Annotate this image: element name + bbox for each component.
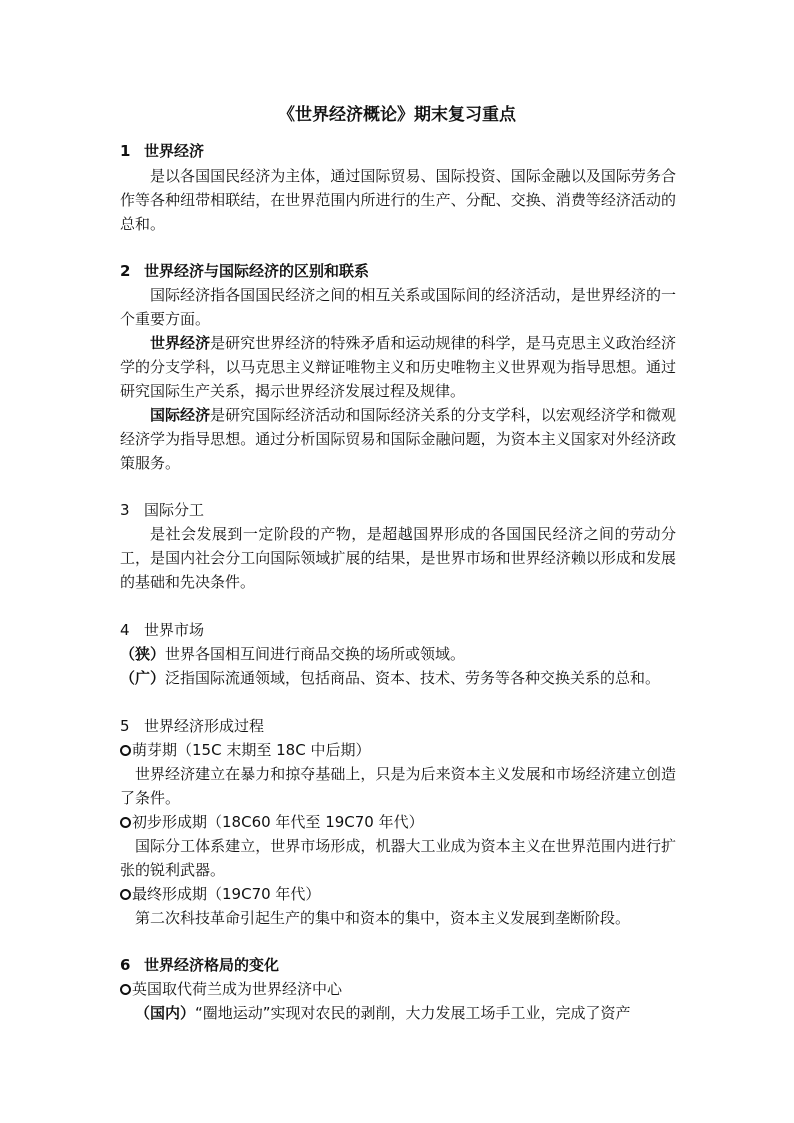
stage-period: （19C70 年代） bbox=[207, 885, 321, 903]
section-2-paragraph-1: 国际经济指各国国民经济之间的相互关系或国际间的经济活动，是世界经济的一个重要方面。 bbox=[120, 286, 676, 328]
market-broad-definition bbox=[120, 666, 660, 690]
section-number: 6 bbox=[120, 956, 131, 974]
stage-name: 初步形成期 bbox=[132, 813, 208, 831]
circle-bullet-icon bbox=[120, 745, 131, 756]
narrow-text: 世界各国相互间进行商品交换的场所或领域。 bbox=[165, 645, 466, 663]
circle-bullet-icon bbox=[120, 817, 131, 828]
section-title: 世界市场 bbox=[144, 621, 205, 639]
section-2-heading bbox=[120, 259, 369, 283]
document-title: 《世界经济概论》期末复习重点 bbox=[278, 105, 516, 125]
section-5-heading bbox=[120, 714, 264, 738]
section-3-paragraph: 是社会发展到一定阶段的产物，是超越国界形成的各国国民经济之间的劳动分工，是国内社会分工向国际领域扩展的结果，是世界市场和世界经济赖以形成和发展的基础和先决条件。 bbox=[120, 525, 676, 591]
term-international-economy: 国际经济 bbox=[150, 406, 211, 424]
broad-label: （广） bbox=[120, 669, 166, 687]
section-number: 2 bbox=[120, 262, 131, 280]
section-4-heading bbox=[120, 618, 204, 642]
section-6-heading bbox=[120, 953, 279, 977]
stage-2-title bbox=[120, 810, 424, 834]
domestic-label: （国内） bbox=[135, 1004, 196, 1022]
paragraph-text: 是研究世界经济的特殊矛盾和运动规律的科学，是马克思主义政治经济学的分支学科，以马克思主义辩证唯物主义和历史唯物主义世界观为指导思想。通过研究国际生产关系，揭示世界经济发展过程及规律。 bbox=[120, 334, 676, 400]
section-number: 1 bbox=[120, 142, 131, 160]
section-1-heading bbox=[120, 139, 204, 163]
section-title: 世界经济 bbox=[144, 142, 205, 160]
stage-3-description: 第二次科技革命引起生产的集中和资本的集中，资本主义发展到垄断阶段。 bbox=[135, 909, 631, 927]
term-world-economy: 世界经济 bbox=[150, 334, 211, 352]
stage-1-title bbox=[120, 738, 370, 762]
section-2-paragraph-3 bbox=[120, 403, 676, 475]
section-title: 国际分工 bbox=[144, 501, 205, 519]
stage-2-description: 国际分工体系建立，世界市场形成，机器大工业成为资本主义在世界范围内进行扩张的锐利武器。 bbox=[120, 837, 676, 879]
stage-3-title bbox=[120, 882, 320, 906]
section-3-heading bbox=[120, 498, 204, 522]
market-narrow-definition bbox=[120, 642, 465, 666]
stage-name: 萌芽期 bbox=[132, 741, 178, 759]
circle-bullet-icon bbox=[120, 984, 131, 995]
stage-1-description: 世界经济建立在暴力和掠夺基础上，只是为后来资本主义发展和市场经济建立创造了条件。 bbox=[120, 765, 676, 807]
section-title: 世界经济格局的变化 bbox=[144, 956, 280, 974]
detail-text: “圈地运动”实现对农民的剥削，大力发展工场手工业，完成了资产 bbox=[195, 1004, 631, 1022]
section-6-item-1-detail bbox=[135, 1001, 631, 1025]
circle-bullet-icon bbox=[120, 889, 131, 900]
section-number: 5 bbox=[120, 717, 130, 735]
section-6-item-1 bbox=[120, 977, 342, 1001]
paragraph-text: 是研究国际经济活动和国际经济关系的分支学科，以宏观经济学和微观经济学为指导思想。通过分析国际贸易和国际金融问题，为资本主义国家对外经济政策服务。 bbox=[120, 406, 676, 472]
section-number: 4 bbox=[120, 621, 130, 639]
narrow-label: （狭） bbox=[120, 645, 166, 663]
stage-period: （15C 末期至 18C 中后期） bbox=[177, 741, 371, 759]
section-1-paragraph: 是以各国国民经济为主体，通过国际贸易、国际投资、国际金融以及国际劳务合作等各种纽带相联结，在世界范围内所进行的生产、分配、交换、消费等经济活动的总和。 bbox=[120, 167, 676, 233]
stage-period: （18C60 年代至 19C70 年代） bbox=[207, 813, 424, 831]
broad-text: 泛指国际流通领域，包括商品、资本、技术、劳务等各种交换关系的总和。 bbox=[165, 669, 661, 687]
section-title: 世界经济与国际经济的区别和联系 bbox=[144, 262, 370, 280]
section-2-paragraph-2 bbox=[120, 331, 676, 403]
item-text: 英国取代荷兰成为世界经济中心 bbox=[132, 980, 343, 998]
stage-name: 最终形成期 bbox=[132, 885, 208, 903]
section-title: 世界经济形成过程 bbox=[144, 717, 265, 735]
section-number: 3 bbox=[120, 501, 130, 519]
